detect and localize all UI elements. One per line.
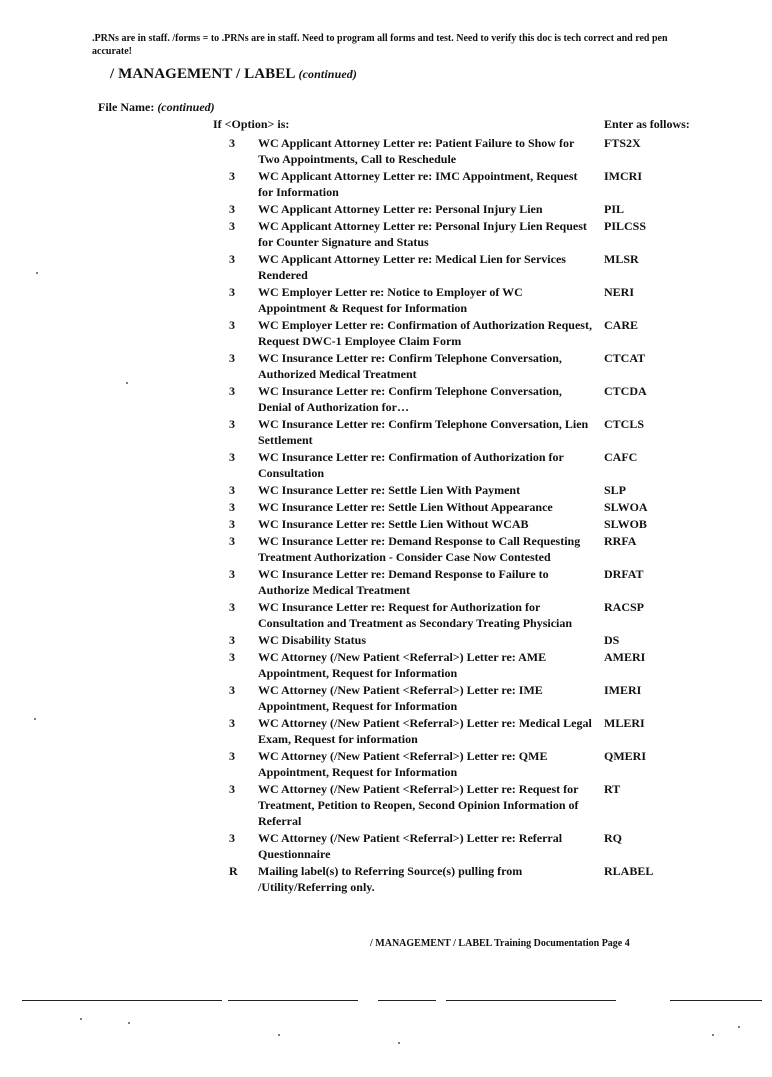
row-option: 3	[229, 517, 235, 531]
row-code: CARE	[604, 318, 639, 332]
table-row	[0, 251, 772, 283]
table-row	[0, 715, 772, 747]
row-description: WC Attorney (/New Patient <Referral>) Letter re: Medical Legal Exam, Request for information	[258, 716, 592, 746]
row-description: WC Insurance Letter re: Confirm Telephone Conversation, Denial of Authorization for…	[258, 384, 562, 414]
row-option: 3	[229, 600, 235, 614]
row-description: WC Attorney (/New Patient <Referral>) Letter re: Request for Treatment, Petition to Reopen, Second Opinion Information of Referral	[258, 782, 579, 828]
section-title	[110, 66, 357, 83]
table-row	[0, 135, 772, 167]
scan-rule-line	[228, 1000, 358, 1001]
row-code: PILCSS	[604, 219, 647, 233]
scan-speck	[80, 1018, 82, 1020]
scan-speck	[738, 1026, 740, 1028]
table-row	[0, 649, 772, 681]
row-code: DRFAT	[604, 567, 644, 581]
row-code: RRFA	[604, 534, 637, 548]
row-code: SLWOB	[604, 517, 647, 531]
row-code: IMCRI	[604, 169, 642, 183]
row-option: 3	[229, 169, 235, 183]
row-code: RLABEL	[604, 864, 654, 878]
row-option: 3	[229, 384, 235, 398]
row-code: RACSP	[604, 600, 645, 614]
row-description: WC Insurance Letter re: Confirm Telephone Conversation, Lien Settlement	[258, 417, 589, 447]
row-option: 3	[229, 483, 235, 497]
table-row	[0, 516, 772, 532]
table-row	[0, 168, 772, 200]
row-code: IMERI	[604, 683, 642, 697]
row-option: 3	[229, 417, 235, 431]
row-code: CTCAT	[604, 351, 646, 365]
row-description: WC Applicant Attorney Letter re: Personal Injury Lien Request for Counter Signature and Status	[258, 219, 587, 249]
row-description: WC Insurance Letter re: Demand Response to Call Requesting Treatment Authorization - Consider Case Now Contested	[258, 534, 581, 564]
row-description: WC Applicant Attorney Letter re: Patient Failure to Show for Two Appointments, Call to Reschedule	[258, 136, 575, 166]
table-row	[0, 533, 772, 565]
row-code: QMERI	[604, 749, 646, 763]
row-description: WC Insurance Letter re: Confirm Telephone Conversation, Authorized Medical Treatment	[258, 351, 562, 381]
row-code: CTCDA	[604, 384, 647, 398]
row-description: WC Attorney (/New Patient <Referral>) Letter re: QME Appointment, Request for Information	[258, 749, 548, 779]
row-code: SLWOA	[604, 500, 648, 514]
row-code: MLSR	[604, 252, 639, 266]
page-footer: / MANAGEMENT / LABEL Training Documentation Page 4	[370, 938, 630, 949]
row-option: 3	[229, 567, 235, 581]
table-row	[0, 317, 772, 349]
scan-rule-line	[22, 1000, 222, 1001]
scan-speck	[36, 272, 38, 274]
row-option: 3	[229, 136, 235, 150]
row-description: Mailing label(s) to Referring Source(s) pulling from /Utility/Referring only.	[258, 864, 523, 894]
row-code: PIL	[604, 202, 625, 216]
row-code: AMERI	[604, 650, 646, 664]
row-option: 3	[229, 650, 235, 664]
table-row	[0, 599, 772, 631]
row-option: 3	[229, 683, 235, 697]
table-row	[0, 350, 772, 382]
table-row	[0, 416, 772, 448]
scan-speck	[34, 718, 36, 720]
row-code: RQ	[604, 831, 622, 845]
scan-speck	[126, 382, 128, 384]
scan-speck	[278, 1034, 280, 1036]
row-option: 3	[229, 716, 235, 730]
row-option: 3	[229, 749, 235, 763]
table-row	[0, 284, 772, 316]
table-row	[0, 218, 772, 250]
table-row	[0, 830, 772, 862]
top-handwritten-note: .PRNs are in staff. /forms = to .PRNs are in staff. Need to program all forms and test. Need to verify this doc is tech correct and red pen accurate!	[92, 33, 668, 57]
row-option: 3	[229, 285, 235, 299]
row-code: RT	[604, 782, 621, 796]
row-code: CAFC	[604, 450, 638, 464]
row-description: WC Applicant Attorney Letter re: Personal Injury Lien	[258, 202, 543, 216]
row-code: NERI	[604, 285, 635, 299]
file-name-continued: (continued)	[157, 100, 215, 114]
row-description: WC Attorney (/New Patient <Referral>) Letter re: AME Appointment, Request for Information	[258, 650, 547, 680]
row-description: WC Applicant Attorney Letter re: IMC Appointment, Request for Information	[258, 169, 578, 199]
option-table	[0, 135, 772, 896]
row-description: WC Insurance Letter re: Settle Lien Without WCAB	[258, 517, 529, 531]
row-option: 3	[229, 831, 235, 845]
row-code: DS	[604, 633, 620, 647]
table-row	[0, 201, 772, 217]
scan-speck	[712, 1034, 714, 1036]
section-title-text: / MANAGEMENT / LABEL	[110, 66, 295, 82]
row-option: 3	[229, 782, 235, 796]
row-description: WC Employer Letter re: Confirmation of Authorization Request, Request DWC-1 Employee Claim Form	[258, 318, 592, 348]
option-column-header: If <Option> is:	[213, 117, 290, 131]
table-row	[0, 499, 772, 515]
scan-rule-line	[446, 1000, 616, 1001]
table-row	[0, 781, 772, 829]
section-continued: (continued)	[298, 67, 357, 81]
table-row	[0, 863, 772, 895]
row-option: 3	[229, 633, 235, 647]
row-option: 3	[229, 450, 235, 464]
row-description: WC Insurance Letter re: Settle Lien With Payment	[258, 483, 521, 497]
scan-speck	[128, 1022, 130, 1024]
table-row	[0, 682, 772, 714]
scan-speck	[398, 1042, 400, 1044]
row-description: WC Applicant Attorney Letter re: Medical Lien for Services Rendered	[258, 252, 566, 282]
file-name-label: File Name:	[98, 100, 155, 114]
file-name-heading	[98, 100, 215, 115]
row-description: WC Insurance Letter re: Settle Lien Without Appearance	[258, 500, 553, 514]
table-row	[0, 449, 772, 481]
row-option: 3	[229, 351, 235, 365]
scan-rule-line	[670, 1000, 762, 1001]
code-column-header: Enter as follows:	[604, 117, 690, 131]
row-code: SLP	[604, 483, 627, 497]
scan-rule-line	[378, 1000, 436, 1001]
row-code: MLERI	[604, 716, 645, 730]
row-code: FTS2X	[604, 136, 641, 150]
row-description: WC Attorney (/New Patient <Referral>) Letter re: IME Appointment, Request for Information	[258, 683, 543, 713]
table-row	[0, 566, 772, 598]
row-description: WC Insurance Letter re: Request for Authorization for Consultation and Treatment as Secondary Treating Physician	[258, 600, 573, 630]
table-row	[0, 482, 772, 498]
table-row	[0, 383, 772, 415]
row-option: 3	[229, 252, 235, 266]
row-description: WC Insurance Letter re: Demand Response to Failure to Authorize Medical Treatment	[258, 567, 549, 597]
row-option: 3	[229, 202, 235, 216]
row-description: WC Insurance Letter re: Confirmation of Authorization for Consultation	[258, 450, 564, 480]
row-option: 3	[229, 318, 235, 332]
row-option: R	[229, 864, 238, 878]
row-description: WC Employer Letter re: Notice to Employer of WC Appointment & Request for Information	[258, 285, 523, 315]
row-option: 3	[229, 219, 235, 233]
row-code: CTCLS	[604, 417, 645, 431]
table-row	[0, 632, 772, 648]
row-option: 3	[229, 534, 235, 548]
row-description: WC Attorney (/New Patient <Referral>) Letter re: Referral Questionnaire	[258, 831, 563, 861]
row-option: 3	[229, 500, 235, 514]
table-row	[0, 748, 772, 780]
row-description: WC Disability Status	[258, 633, 367, 647]
